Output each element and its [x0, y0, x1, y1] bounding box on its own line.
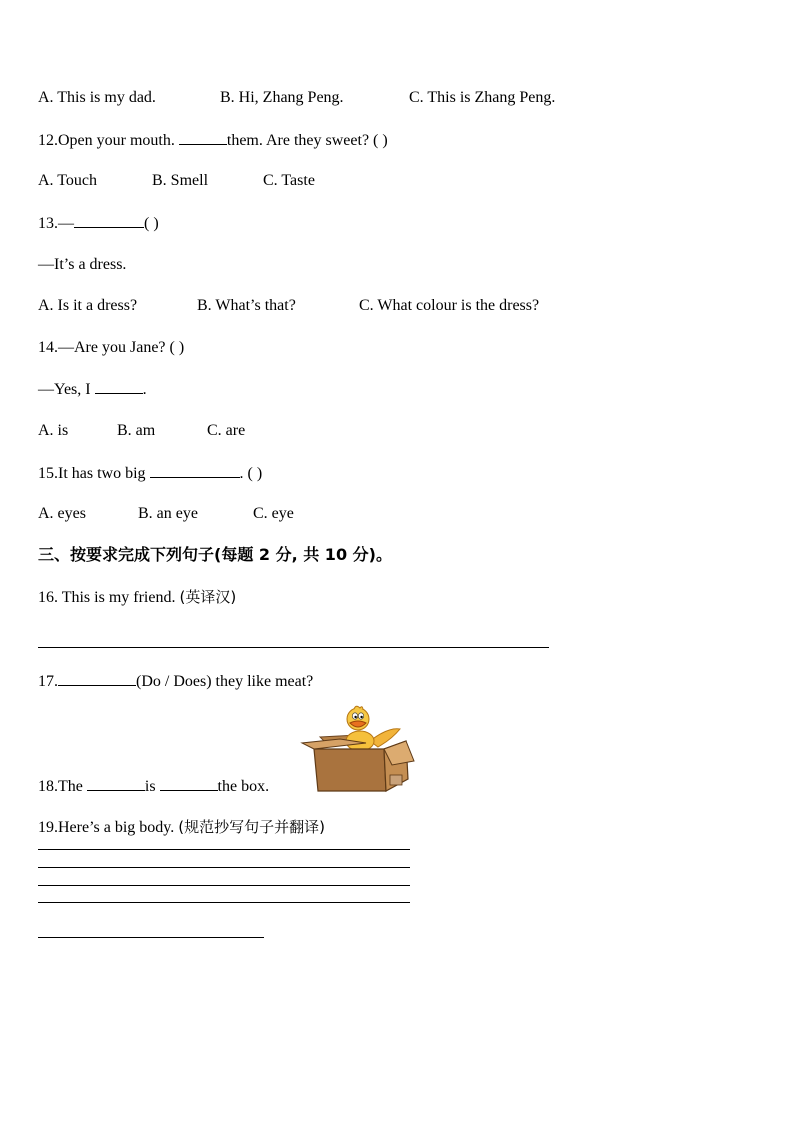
q15-text-pre: 15.It has two big [38, 465, 150, 482]
q13-option-c: C. What colour is the dress? [359, 297, 540, 314]
q19-writing-line-1[interactable] [38, 849, 410, 850]
q16-question [38, 587, 236, 608]
q11-option-c: C. This is Zhang Peng. [409, 89, 556, 106]
q15-text-post: . ( ) [239, 465, 263, 482]
q13-option-a: A. Is it a dress? [38, 297, 138, 314]
q13-blank[interactable] [74, 213, 144, 228]
q14-option-a: A. is [38, 422, 69, 439]
q15-blank[interactable] [150, 463, 240, 478]
q14-answer [38, 379, 147, 400]
q12-option-c: C. Taste [263, 172, 315, 189]
q12-text-pre: 12.Open your mouth. [38, 132, 179, 149]
q19-translation-line[interactable] [38, 937, 264, 938]
q18-question [38, 776, 269, 797]
q19-writing-line-2[interactable] [38, 867, 410, 868]
q13-text-post: ( ) [144, 215, 159, 232]
q15-question [38, 463, 262, 484]
section-3-heading: 三、按要求完成下列句子(每题 2 分, 共 10 分)。 [38, 545, 392, 564]
q14-option-b: B. am [117, 422, 156, 439]
q13-text-pre: 13.— [38, 215, 74, 232]
q17-question [38, 671, 313, 692]
q11-option-b: B. Hi, Zhang Peng. [220, 89, 344, 106]
q17-blank[interactable] [58, 671, 136, 686]
q19-question [38, 817, 325, 838]
q19-writing-line-4[interactable] [38, 902, 410, 903]
q12-text-post: them. Are they sweet? ( ) [226, 132, 388, 149]
q19-writing-line-3[interactable] [38, 885, 410, 886]
q12-question [38, 130, 388, 151]
q14-question: 14.—Are you Jane? ( ) [38, 339, 185, 356]
q13-question [38, 213, 159, 234]
q19-text: 19.Here’s a big body. [38, 819, 179, 836]
q13-answer: —It’s a dress. [38, 256, 127, 273]
q15-option-b: B. an eye [138, 505, 198, 522]
q16-text: 16. This is my friend. [38, 589, 180, 606]
q17-text-pre: 17. [38, 673, 58, 690]
q14-option-c: C. are [207, 422, 246, 439]
duck-in-box-icon [300, 705, 418, 793]
q18-blank-1[interactable] [87, 776, 145, 791]
q16-answer-line[interactable] [38, 647, 549, 648]
q14-text-post: . [142, 381, 147, 398]
q18-text-mid: is [144, 778, 160, 795]
q15-option-c: C. eye [253, 505, 294, 522]
q17-text-post: (Do / Does) they like meat? [136, 673, 314, 690]
q18-text-post: the box. [217, 778, 270, 795]
q14-blank[interactable] [95, 379, 143, 394]
q14-text-pre: —Yes, I [38, 381, 95, 398]
q18-text-pre: 18.The [38, 778, 87, 795]
q15-option-a: A. eyes [38, 505, 86, 522]
q13-option-b: B. What’s that? [197, 297, 296, 314]
q16-note: (英译汉) [179, 588, 237, 606]
q12-blank[interactable] [179, 130, 227, 145]
q18-blank-2[interactable] [160, 776, 218, 791]
q19-note: (规范抄写句子并翻译) [178, 818, 325, 836]
q12-option-b: B. Smell [152, 172, 209, 189]
q11-option-a: A. This is my dad. [38, 89, 156, 106]
q12-option-a: A. Touch [38, 172, 98, 189]
